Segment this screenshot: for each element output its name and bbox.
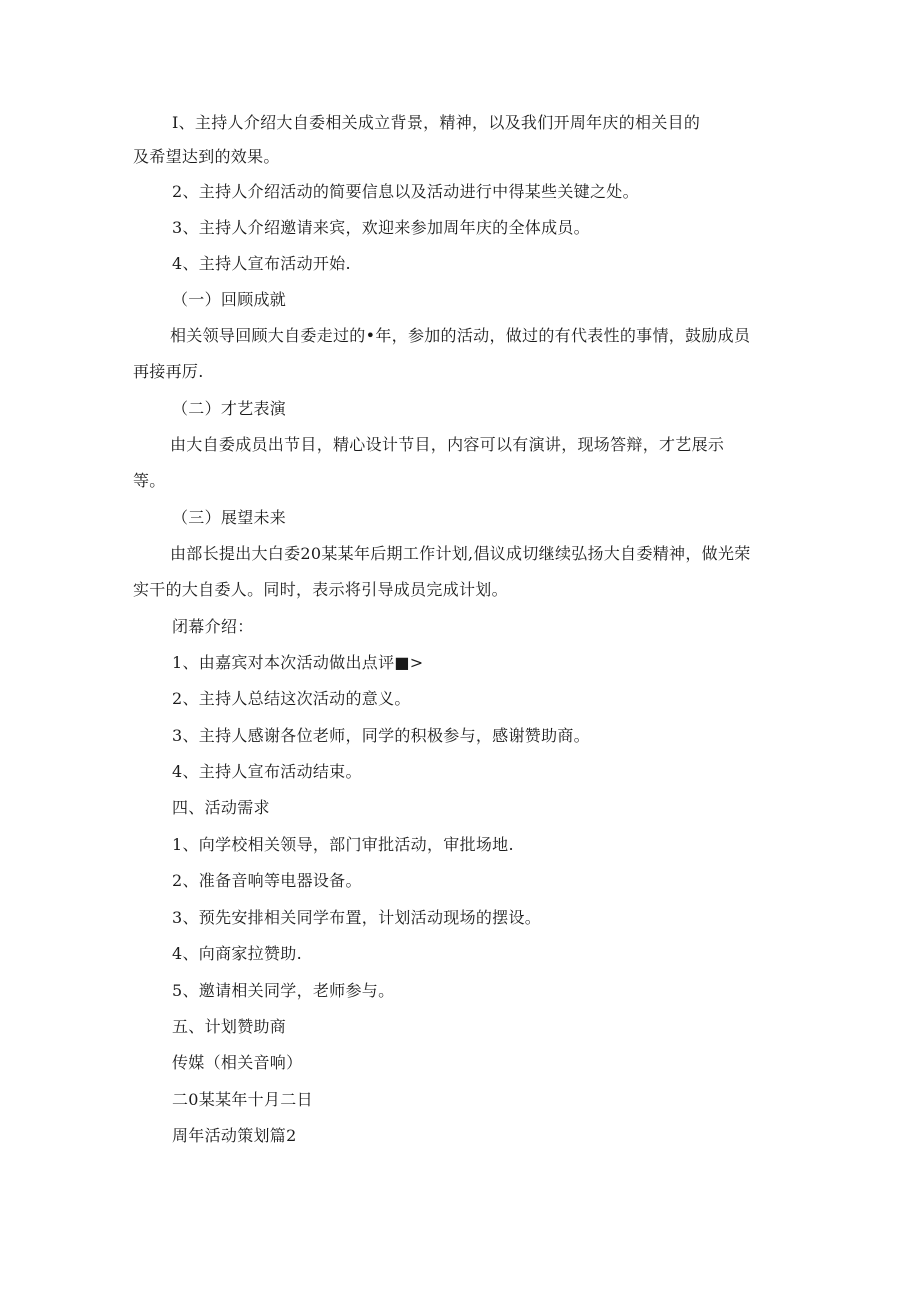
requirements-item-1: 1、向学校相关领导，部门审批活动，审批场地. xyxy=(172,835,514,854)
section-review-heading: （一）回顾成就 xyxy=(172,290,287,309)
closing-item-3: 3、主持人感谢各位老师，同学的积极参与，感谢赞助商。 xyxy=(172,726,590,745)
section-outlook-heading: （三）展望未来 xyxy=(172,508,287,527)
requirements-item-3: 3、预先安排相关同学布置，计划活动现场的摆设。 xyxy=(172,908,542,927)
requirements-item-4: 4、向商家拉赞助. xyxy=(172,944,302,963)
requirements-heading: 四、活动需求 xyxy=(172,798,270,817)
requirements-item-2: 2、准备音响等电器设备。 xyxy=(172,871,362,890)
intro-item-3: 3、主持人介绍邀请来宾，欢迎来参加周年庆的全体成员。 xyxy=(172,218,590,237)
closing-item-4: 4、主持人宣布活动结束。 xyxy=(172,762,362,781)
section-review-paragraph: 相关领导回顾大自委走过的•年，参加的活动，做过的有代表性的事情，鼓励成员 xyxy=(170,326,751,345)
intro-item-4: 4、主持人宣布活动开始. xyxy=(172,254,351,273)
section-talent-paragraph: 由大自委成员出节目，精心设计节目，内容可以有演讲，现场答辩，才艺展示 xyxy=(170,435,725,454)
intro-item-1-continued: 及希望达到的效果。 xyxy=(133,147,280,166)
section-outlook-paragraph-continued: 实干的大自委人。同时，表示将引导成员完成计划。 xyxy=(133,580,508,599)
intro-item-1: I、主持人介绍大自委相关成立背景，精神，以及我们开周年庆的相关目的 xyxy=(172,113,701,132)
next-section-title: 周年活动策划篇2 xyxy=(172,1126,297,1145)
closing-heading: 闭幕介绍： xyxy=(172,617,254,636)
requirements-item-5: 5、邀请相关同学，老师参与。 xyxy=(172,981,395,1000)
intro-item-2: 2、主持人介绍活动的简要信息以及活动进行中得某些关键之处。 xyxy=(172,182,639,201)
section-outlook-paragraph: 由部长提出大白委20某某年后期工作计划,倡议成切继续弘扬大自委精神，做光荣 xyxy=(170,544,751,563)
section-review-paragraph-continued: 再接再厉. xyxy=(133,362,204,381)
closing-item-2: 2、主持人总结这次活动的意义。 xyxy=(172,689,411,708)
section-talent-paragraph-continued: 等。 xyxy=(133,471,166,490)
document-date: 二0某某年十月二日 xyxy=(172,1090,313,1109)
sponsors-heading: 五、计划赞助商 xyxy=(172,1017,287,1036)
sponsor-item: 传媒（相关音响） xyxy=(172,1053,303,1072)
closing-item-1: 1、由嘉宾对本次活动做出点评■> xyxy=(172,653,424,672)
section-talent-heading: （二）才艺表演 xyxy=(172,399,287,418)
